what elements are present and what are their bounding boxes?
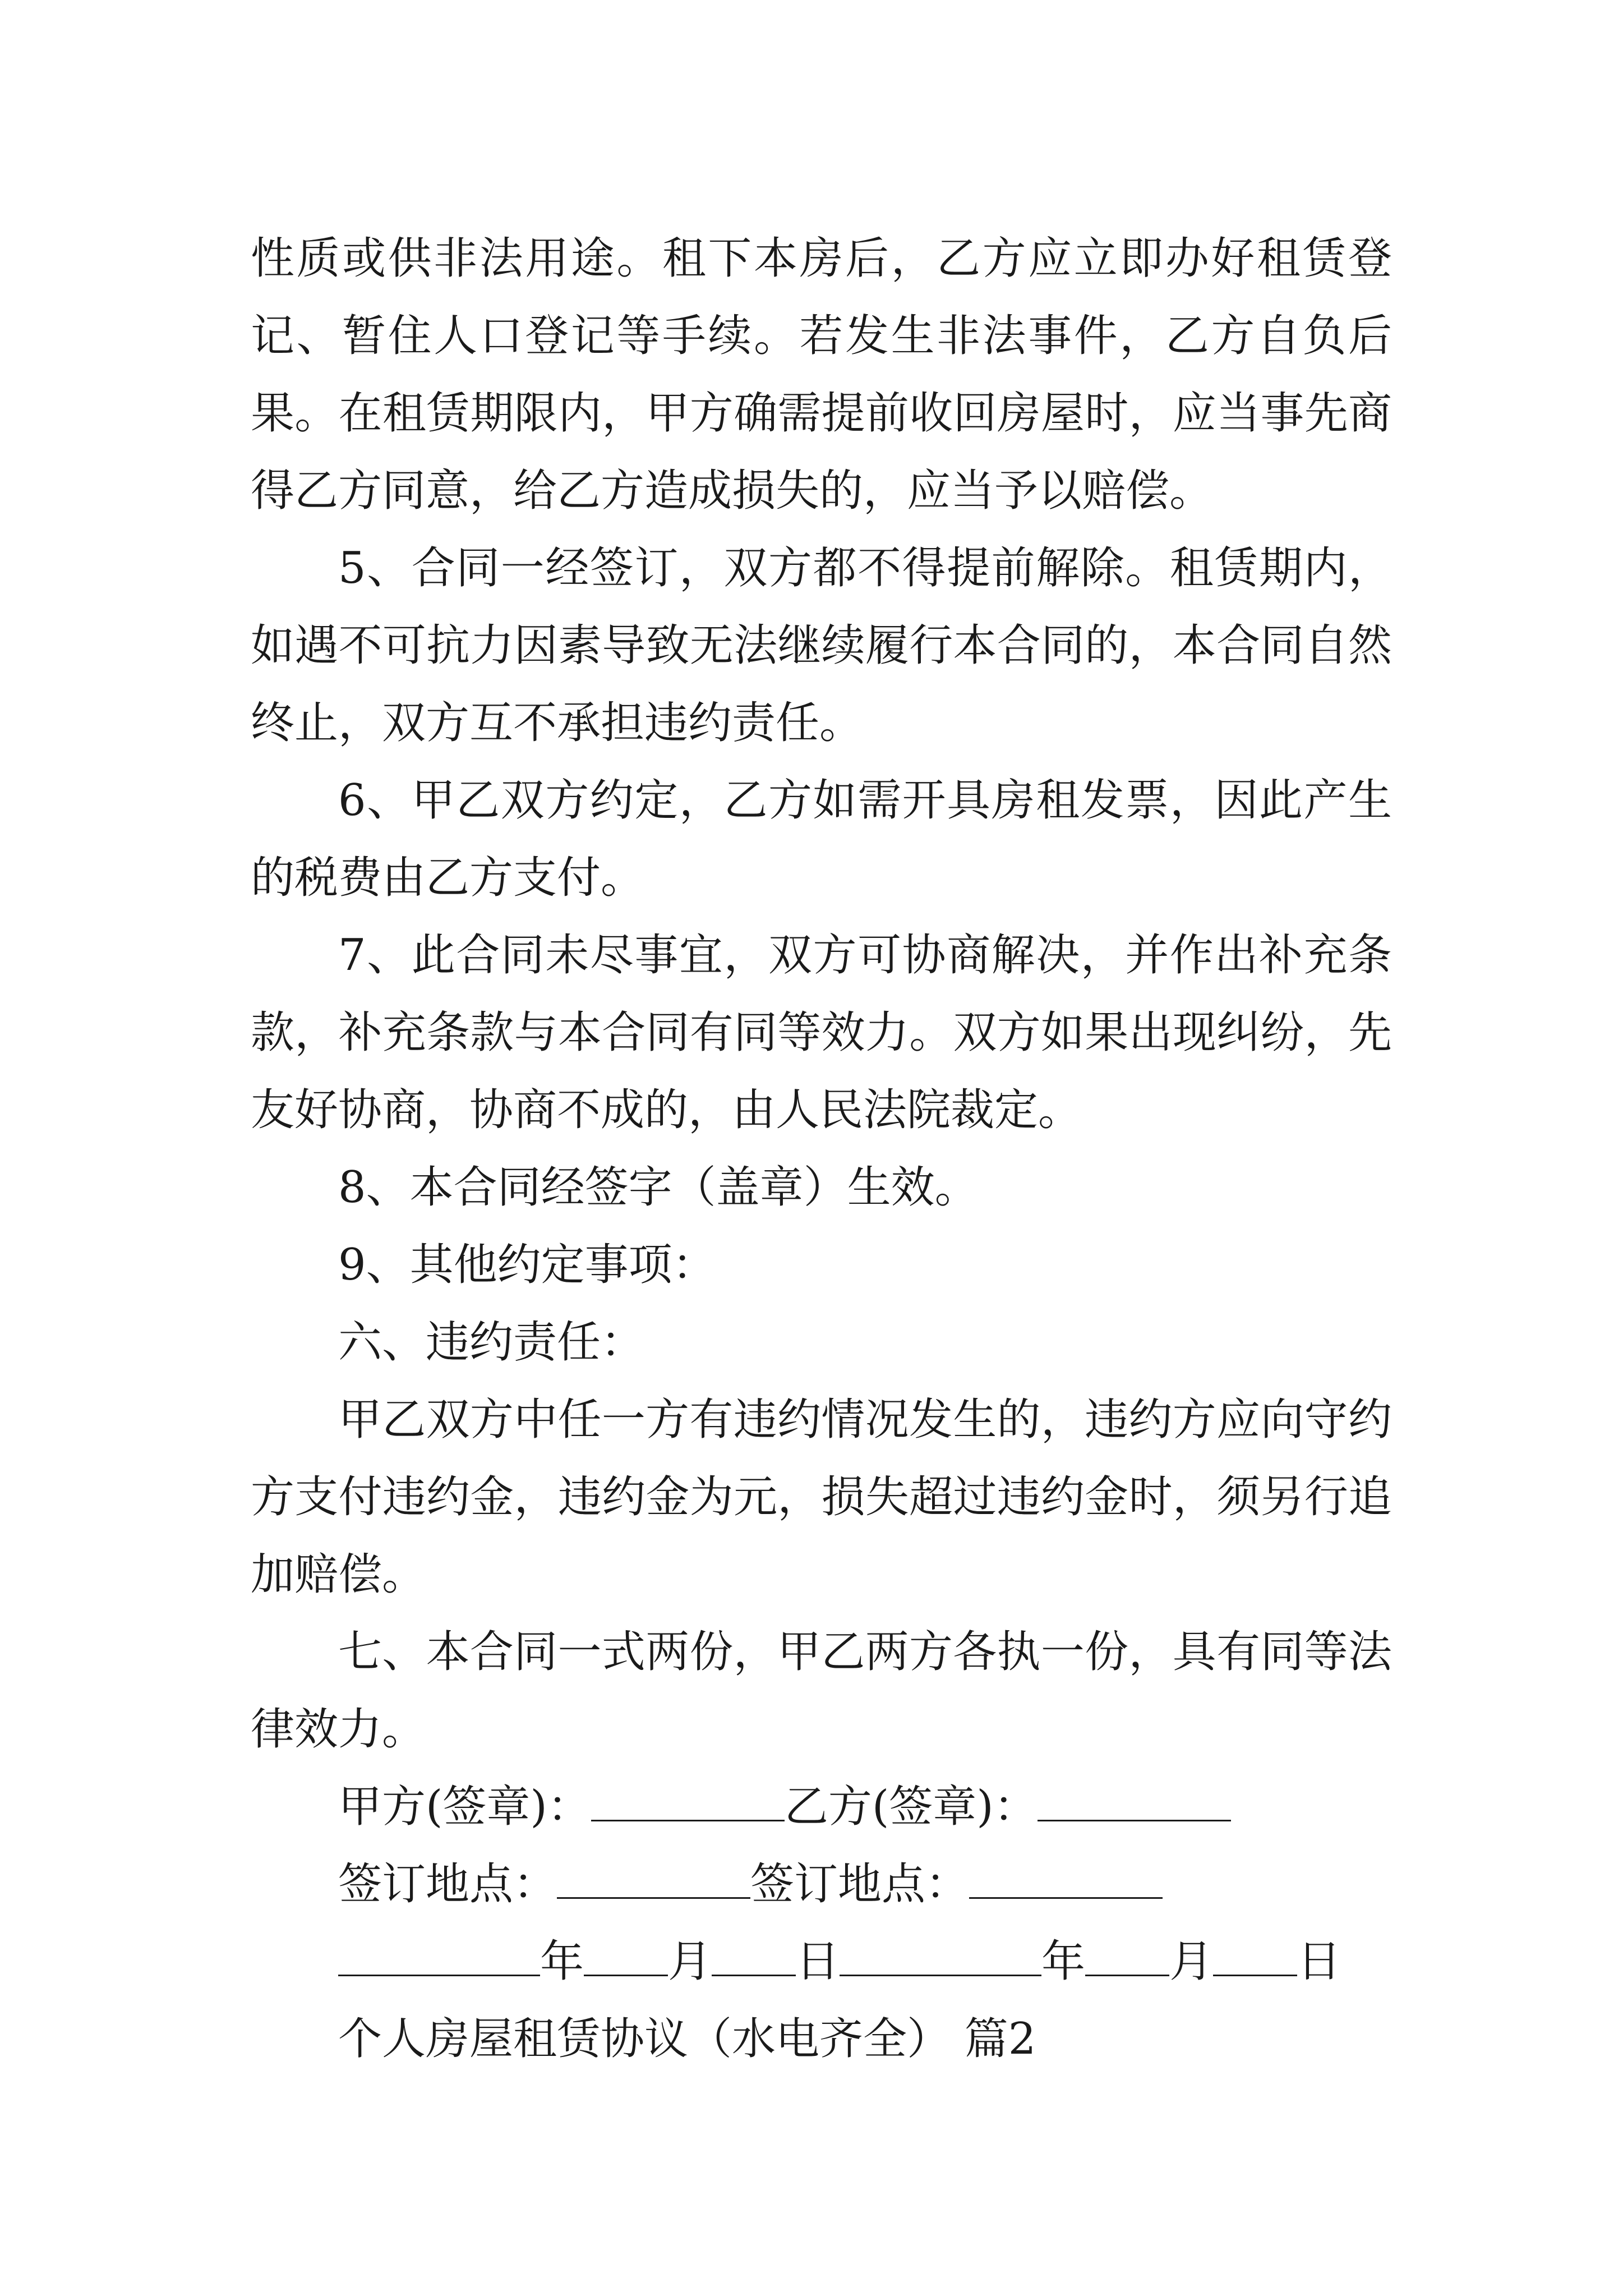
date-line: [251, 1923, 1392, 2000]
month-b-blank[interactable]: [1085, 1935, 1169, 1976]
year-b-blank[interactable]: [840, 1935, 1041, 1976]
clause-8: 8、本合同经签字（盖章）生效。: [338, 1162, 979, 1213]
place-a-label: 签订地点：: [338, 1859, 557, 1910]
clause-5: 5、合同一经签订，双方都不得提前解除。租赁期内，如遇不可抗力因素导致无法继续履行本合同的，本合同自然终止，双方互不承担违约责任。: [251, 543, 1392, 748]
month-a-blank[interactable]: [584, 1935, 668, 1976]
place-b-label: 签订地点：: [750, 1859, 970, 1910]
contract-text: [251, 220, 1392, 2078]
place-b-blank[interactable]: [969, 1858, 1163, 1899]
day-b-label: 日: [1297, 1936, 1341, 1987]
party-a-signature-label: 甲方(签章)：: [338, 1782, 591, 1832]
day-a-label: 日: [796, 1936, 840, 1987]
year-a-blank[interactable]: [338, 1935, 540, 1976]
place-a-blank[interactable]: [557, 1858, 750, 1899]
year-b-label: 年: [1041, 1936, 1086, 1987]
section-breach-heading: 六、违约责任：: [338, 1317, 645, 1368]
copies-clause: 七、本合同一式两份，甲乙两方各执一份，具有同等法律效力。: [251, 1627, 1392, 1755]
day-a-blank[interactable]: [712, 1935, 796, 1976]
section-title: 个人房屋租赁协议（水电齐全） 篇2: [338, 2014, 1036, 2064]
paragraph-continuation: 性质或供非法用途。租下本房后，乙方应立即办好租赁登记、暂住人口登记等手续。若发生非法事件，乙方自负后果。在租赁期限内，甲方确需提前收回房屋时，应当事先商得乙方同意，给乙方造成损失的，应当予以赔偿。: [251, 233, 1392, 516]
day-b-blank[interactable]: [1213, 1935, 1297, 1976]
year-a-label: 年: [540, 1936, 584, 1987]
month-b-label: 月: [1169, 1936, 1214, 1987]
party-b-signature-blank[interactable]: [1038, 1780, 1231, 1821]
place-line: [251, 1846, 1392, 1923]
clause-7: 7、此合同未尽事宜，双方可协商解决，并作出补充条款，补充条款与本合同有同等效力。双方如果出现纠纷，先友好协商，协商不成的，由人民法院裁定。: [251, 930, 1392, 1135]
breach-clause: 甲乙双方中任一方有违约情况发生的，违约方应向守约方支付违约金，违约金为元，损失超过违约金时，须另行追加赔偿。: [251, 1395, 1392, 1600]
clause-9: 9、其他约定事项：: [338, 1240, 716, 1290]
clause-6: 6、甲乙双方约定，乙方如需开具房租发票，因此产生的税费由乙方支付。: [251, 775, 1392, 903]
month-a-label: 月: [668, 1936, 712, 1987]
party-b-signature-label: 乙方(签章)：: [784, 1782, 1038, 1832]
signature-line: [251, 1768, 1392, 1846]
party-a-signature-blank[interactable]: [591, 1780, 785, 1821]
